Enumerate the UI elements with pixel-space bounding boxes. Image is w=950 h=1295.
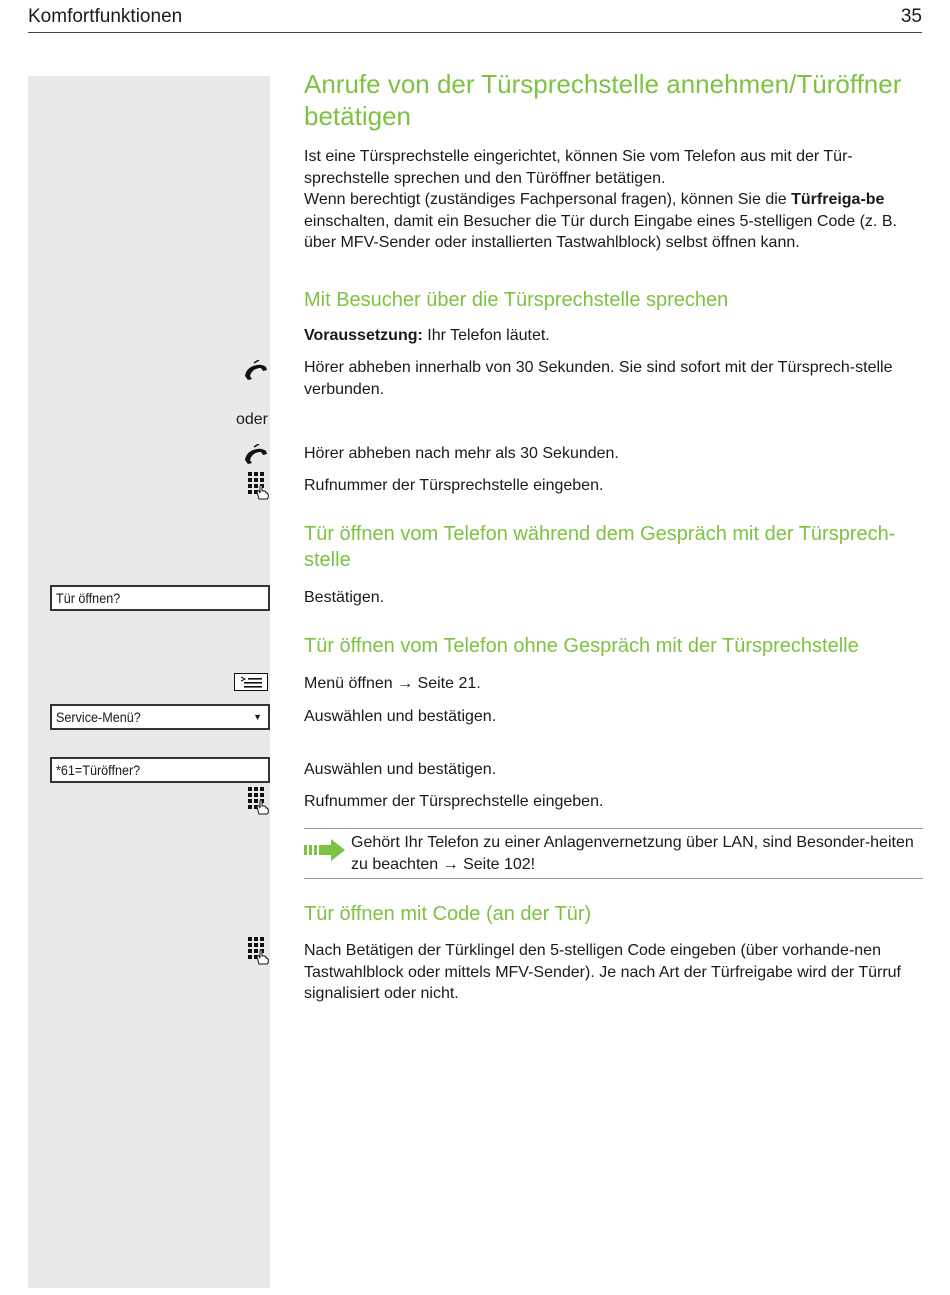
step-enter-door-number: Rufnummer der Türsprechstelle eingeben. bbox=[304, 477, 604, 494]
menu-key-icon[interactable] bbox=[234, 673, 268, 696]
step-lift-within-30s: Hörer abheben innerhalb von 30 Sekunden. Sie sind sofort mit der Türsprech-stelle verbunden. bbox=[304, 359, 893, 398]
or-label: oder bbox=[235, 411, 268, 428]
step-open-menu: Menü öffnen → Seite 21. bbox=[304, 675, 481, 692]
step-enter-door-number-2: Rufnummer der Türsprechstelle eingeben. bbox=[304, 793, 604, 810]
section-heading-open-during-call: Tür öffnen vom Telefon während dem Gespräch mit der Türsprech-stelle bbox=[304, 523, 896, 571]
intro-paragraph-1: Ist eine Türsprechstelle eingerichtet, können Sie vom Telefon aus mit der Tür-sprechstelle sprechen und den Türöffner betätigen. bbox=[304, 148, 853, 187]
note-arrow-icon bbox=[304, 838, 346, 867]
keypad-icon bbox=[248, 472, 270, 505]
step-lift-after-30s: Hörer abheben nach mehr als 30 Sekunden. bbox=[304, 445, 619, 462]
display-tuer-oeffnen[interactable]: Tür öffnen? bbox=[50, 585, 270, 611]
step-enter-code-at-door: Nach Betätigen der Türklingel den 5-stelligen Code eingeben (über vorhande-nen Tastwahlblock oder mittels MFV-Sender). Je nach Art der Türfreigabe wird der Türruf signalisiert oder nicht. bbox=[304, 942, 901, 1002]
section-heading-talk: Mit Besucher über die Türsprechstelle sprechen bbox=[304, 289, 729, 311]
handset-lift-icon bbox=[242, 360, 270, 385]
running-header-title: Komfortfunktionen bbox=[28, 6, 183, 27]
keypad-icon bbox=[248, 787, 270, 820]
prerequisite: Voraussetzung: Ihr Telefon läutet. bbox=[304, 327, 550, 344]
page-number: 35 bbox=[900, 6, 922, 27]
dropdown-arrow-icon: ▼ bbox=[253, 712, 262, 722]
header-divider bbox=[28, 32, 922, 33]
note-text: Gehört Ihr Telefon zu einer Anlagenvernetzung über LAN, sind Besonder-heiten zu beachten → Seite 102! bbox=[351, 834, 914, 873]
keypad-icon bbox=[248, 937, 270, 970]
note-bottom-rule bbox=[304, 878, 923, 879]
display-door-opener-code[interactable]: *61=Türöffner? bbox=[50, 757, 270, 783]
step-confirm: Bestätigen. bbox=[304, 589, 385, 606]
section-heading-open-without-call: Tür öffnen vom Telefon ohne Gespräch mit der Türsprechstelle bbox=[304, 635, 859, 657]
step-select-confirm-2: Auswählen und bestätigen. bbox=[304, 761, 497, 778]
intro-paragraph-2: Wenn berechtigt (zuständiges Fachpersonal fragen), können Sie die Türfreiga-be einschalten, damit ein Besucher die Tür durch Eingabe eines 5-stelligen Code (z. B. über MFV-Sender oder installierten Tastwahlblock) selbst öffnen kann. bbox=[304, 191, 897, 251]
display-service-menu[interactable]: Service-Menü? ▼ bbox=[50, 704, 270, 730]
step-select-confirm-1: Auswählen und bestätigen. bbox=[304, 708, 497, 725]
handset-lift-icon bbox=[242, 444, 270, 469]
note-top-rule bbox=[304, 828, 923, 829]
page-heading: Anrufe von der Türsprechstelle annehmen/Türöffner betätigen bbox=[304, 69, 902, 131]
section-heading-open-with-code: Tür öffnen mit Code (an der Tür) bbox=[304, 903, 592, 925]
